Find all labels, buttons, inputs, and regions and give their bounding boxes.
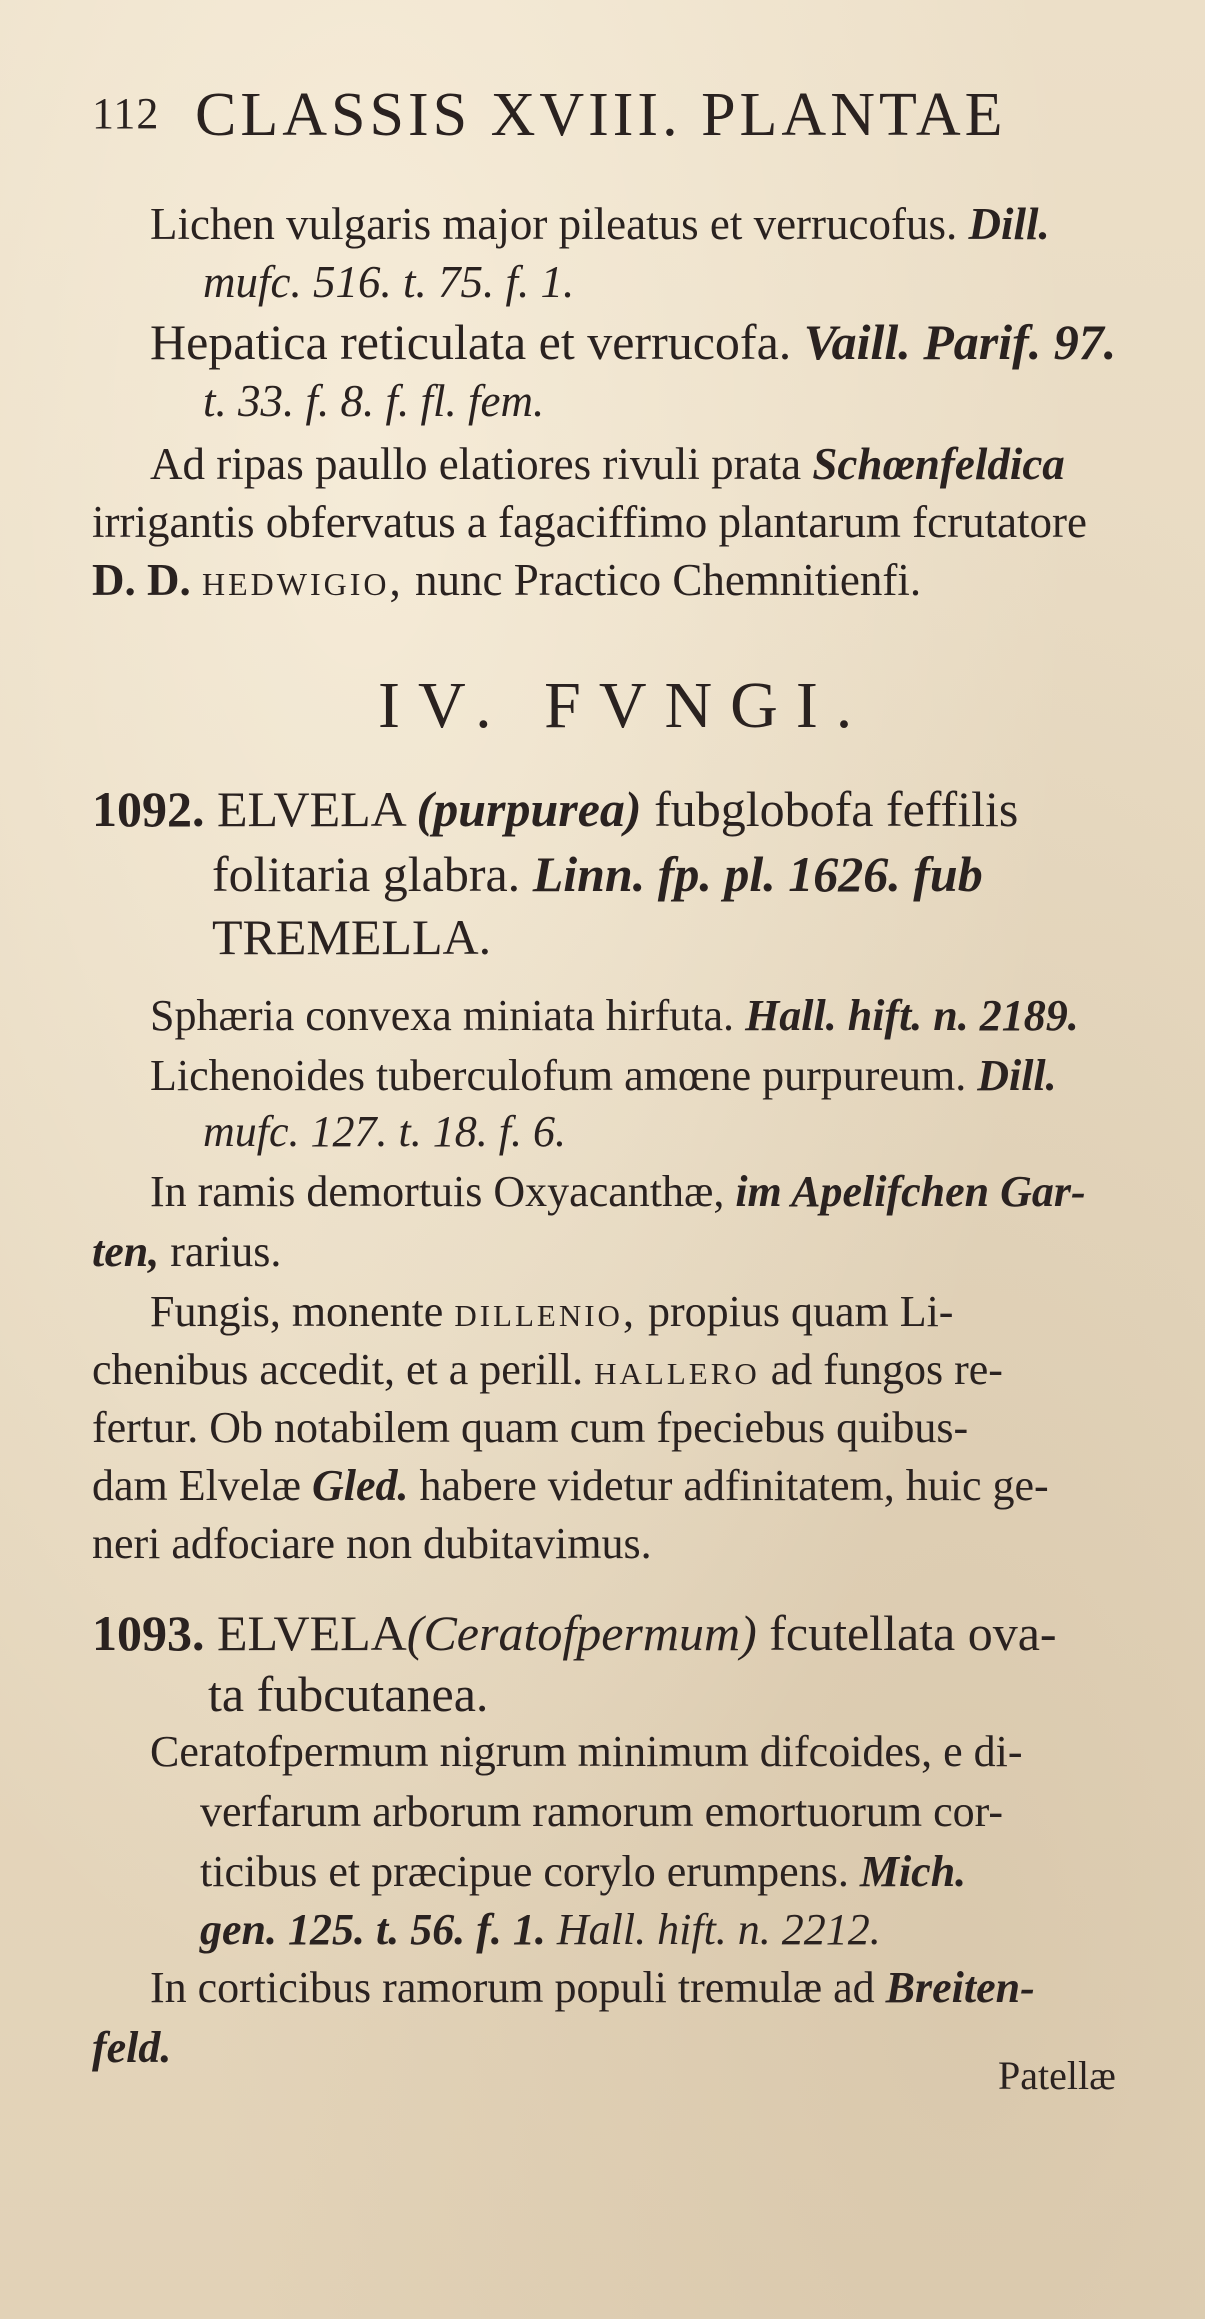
entry-1092-line1 [92, 780, 1018, 838]
page-number: 112 [92, 89, 160, 138]
habitat-place: Schœnfeldica [812, 439, 1065, 489]
syn-text: Lichen vulgaris major pileatus et verrucofus. [150, 199, 958, 249]
lichen-syn2-line2: t. 33. f. 8. f. fl. fem. [203, 376, 545, 426]
entry-1093-syn-line3 [200, 1846, 966, 1897]
entry-1093-syn-line1: Ceratofpermum nigrum minimum difcoides, e di- [150, 1727, 1023, 1776]
entry-1092-habitat-line1 [150, 1166, 1086, 1217]
entry-genus: ELVELA [217, 1605, 407, 1661]
entry-1092-note-line1 [150, 1286, 953, 1337]
note-text: Fungis, monente [150, 1287, 444, 1336]
running-head: CLASSIS XVIII. PLANTAE [195, 81, 1007, 149]
syn-ref: Vaill. Parif. 97. [803, 314, 1117, 370]
entry-1093-syn-line2: verfarum arborum ramorum emortuorum cor- [200, 1787, 1004, 1836]
entry-number: 1093. [92, 1605, 205, 1661]
entry-1092-note-line2 [92, 1344, 1003, 1395]
lichen-syn1-line1 [150, 198, 1050, 250]
syn-ref: Dill. [977, 1051, 1057, 1100]
entry-1092-note-line3: fertur. Ob notabilem quam cum fpeciebus quibus- [92, 1403, 969, 1452]
lichen-syn1-line2: mufc. 516. t. 75. f. 1. [203, 257, 575, 307]
note-name: hallero [594, 1345, 760, 1394]
habitat-place: ten, [92, 1227, 160, 1276]
entry-1093-line1 [92, 1604, 1057, 1662]
entry-1093-habitat-line1 [150, 1962, 1035, 2013]
syn-ref: Dill. [968, 199, 1050, 249]
note-text: propius quam Li- [647, 1287, 954, 1336]
note-text: chenibus accedit, et a perill. [92, 1345, 584, 1394]
habitat-post: nunc Practico Chemnitienfi. [415, 555, 922, 605]
entry-1092-note-line5: neri adfociare non dubitavimus. [92, 1519, 652, 1568]
habitat-pre: D. D. [92, 555, 191, 605]
lichen-habitat-line2: irrigantis obfervatus a fagaciffimo plantarum fcrutatore [92, 497, 1088, 547]
habitat-text: In ramis demortuis Oxyacanthæ, [150, 1167, 725, 1216]
entry-1093-syn-line4 [200, 1904, 881, 1955]
entry-1092-line3: TREMELLA. [212, 909, 492, 965]
note-text: ad fungos re- [770, 1345, 1003, 1394]
entry-ref: Linn. fp. pl. 1626. fub [532, 846, 983, 902]
entry-desc: fubglobofa feffilis [654, 781, 1019, 837]
entry-desc: fcutellata ova- [769, 1605, 1057, 1661]
note-name: dillenio, [454, 1287, 637, 1336]
entry-1092-note-line4 [92, 1460, 1049, 1511]
note-text: habere videtur adfinitatem, huic ge- [419, 1461, 1049, 1510]
section-heading: IV. FVNGI. [378, 669, 871, 742]
habitat-text: In corticibus ramorum populi tremulæ ad [150, 1963, 875, 2012]
entry-1093-line2: ta fubcutanea. [208, 1666, 489, 1722]
habitat-place: im Apelifchen Gar- [735, 1167, 1086, 1216]
entry-desc: folitaria glabra. [212, 846, 521, 902]
entry-1092-habitat-line2 [92, 1226, 281, 1277]
entry-genus: ELVELA [217, 781, 405, 837]
entry-1092-line2 [212, 845, 983, 903]
entry-species: (purpurea) [416, 781, 642, 837]
note-ref: Gled. [311, 1461, 409, 1510]
syn-text: Hepatica reticulata et verrucofa. [150, 314, 792, 370]
syn-text: ticibus et præcipue corylo erumpens. [200, 1847, 849, 1896]
habitat-place: Breiten- [885, 1963, 1035, 2012]
syn-ref: Hall. hift. n. 2212. [556, 1905, 881, 1954]
entry-species: (Ceratofpermum) [406, 1605, 757, 1661]
lichen-syn2-line1 [150, 313, 1116, 371]
syn-ref: gen. 125. t. 56. f. 1. [200, 1905, 546, 1954]
syn-text: Lichenoides tuberculofum amœne purpureum. [150, 1051, 967, 1100]
syn-ref: Hall. hift. n. 2189. [745, 991, 1079, 1040]
lichen-habitat-line3 [92, 554, 921, 606]
habitat-name: hedwigio, [202, 555, 404, 605]
entry-1092-syn2 [150, 1050, 1057, 1101]
entry-1092-syn1 [150, 990, 1079, 1041]
habitat-text: rarius. [170, 1227, 282, 1276]
entry-1092-syn2-line2: mufc. 127. t. 18. f. 6. [203, 1107, 566, 1156]
syn-ref: Mich. [859, 1847, 967, 1896]
catchword: Patellæ [998, 2053, 1116, 2098]
entry-1093-habitat-line2: feld. [92, 2023, 172, 2072]
note-text: dam Elvelæ [92, 1461, 301, 1510]
habitat-text: Ad ripas paullo elatiores rivuli prata [150, 439, 802, 489]
entry-number: 1092. [92, 781, 205, 837]
lichen-habitat-line1 [150, 438, 1065, 490]
syn-text: Sphæria convexa miniata hirfuta. [150, 991, 735, 1040]
